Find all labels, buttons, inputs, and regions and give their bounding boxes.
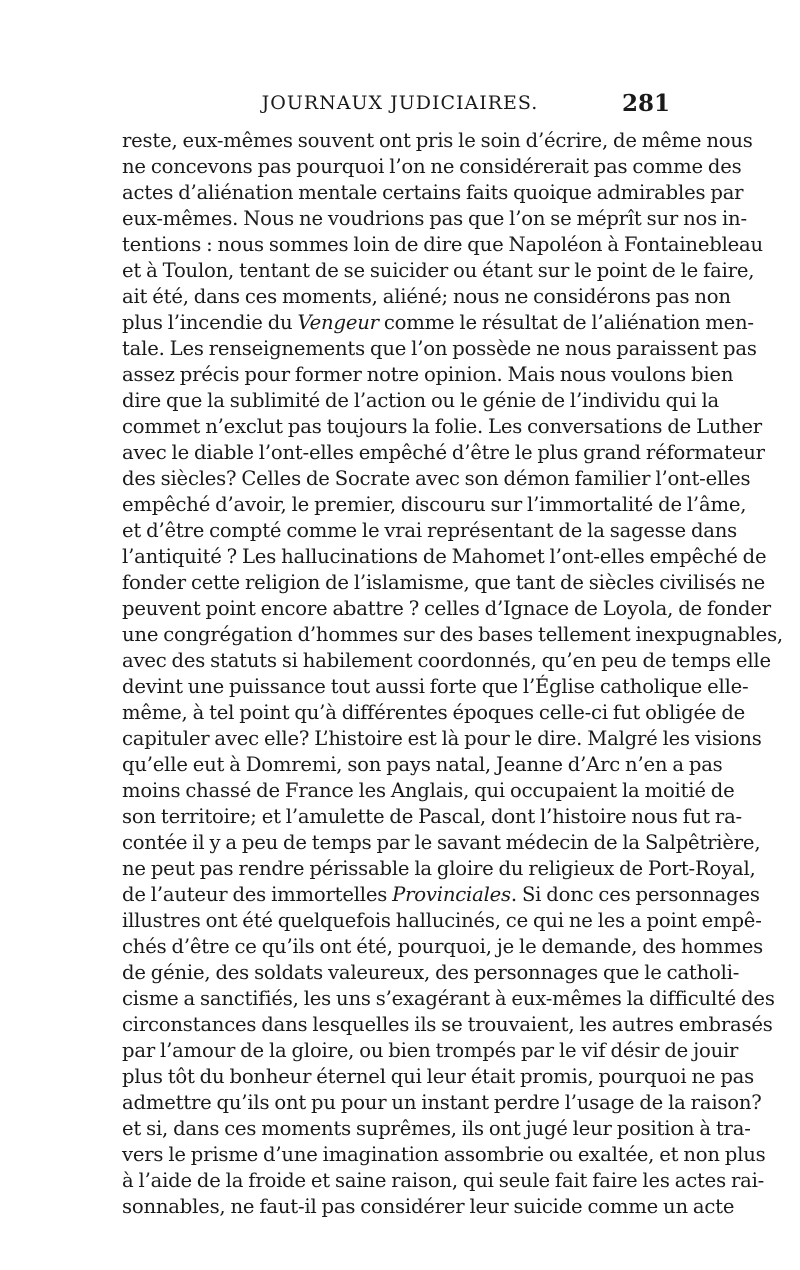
- text-line: plus l’incendie du Vengeur comme le résultat de l’aliénation men-: [122, 311, 754, 334]
- text-line: capituler avec elle? L’histoire est là pour le dire. Malgré les visions: [122, 727, 762, 750]
- text-line: tale. Les renseignements que l’on possède ne nous paraissent pas: [122, 337, 757, 360]
- text-line: admettre qu’ils ont pu pour un instant perdre l’usage de la raison?: [122, 1091, 762, 1114]
- text-line: reste, eux-mêmes souvent ont pris le soin d’écrire, de même nous: [122, 129, 753, 152]
- text-line: l’antiquité ? Les hallucinations de Mahomet l’ont-elles empêché de: [122, 545, 767, 568]
- text-line: cisme a sanctifiés, les uns s’exagérant à eux-mêmes la difficulté des: [122, 987, 775, 1010]
- text-line: tentions : nous sommes loin de dire que Napoléon à Fontainebleau: [122, 233, 763, 256]
- text-line: empêché d’avoir, le premier, discouru sur l’immortalité de l’âme,: [122, 493, 747, 516]
- text-line: avec le diable l’ont-elles empêché d’être le plus grand réformateur: [122, 441, 765, 464]
- text-line: de génie, des soldats valeureux, des personnages que le catholi-: [122, 961, 740, 984]
- body-text: [122, 128, 783, 1220]
- italic-word: Vengeur: [297, 311, 379, 334]
- italic-word: Provinciales: [392, 883, 511, 906]
- text-line: à l’aide de la froide et saine raison, qui seule fait faire les actes rai-: [122, 1169, 765, 1192]
- text-line: illustres ont été quelquefois hallucinés, ce qui ne les a point empê-: [122, 909, 762, 932]
- text-line: chés d’être ce qu’ils ont été, pourquoi, je le demande, des hommes: [122, 935, 764, 958]
- text-line: assez précis pour former notre opinion. Mais nous voulons bien: [122, 363, 734, 386]
- text-line: et si, dans ces moments suprêmes, ils ont jugé leur position à tra-: [122, 1117, 751, 1140]
- running-head: [120, 92, 680, 122]
- text-line: peuvent point encore abattre ? celles d’Ignace de Loyola, de fonder: [122, 597, 771, 620]
- text-line: par l’amour de la gloire, ou bien trompés par le vif désir de jouir: [122, 1039, 739, 1062]
- text-line: et d’être compté comme le vrai représentant de la sagesse dans: [122, 519, 738, 542]
- text-line: circonstances dans lesquelles ils se trouvaient, les autres embrasés: [122, 1013, 773, 1036]
- text-line: contée il y a peu de temps par le savant médecin de la Salpêtrière,: [122, 831, 761, 854]
- text-line: eux-mêmes. Nous ne voudrions pas que l’on se méprît sur nos in-: [122, 207, 747, 230]
- text-line: qu’elle eut à Domremi, son pays natal, Jeanne d’Arc n’en a pas: [122, 753, 723, 776]
- text-line: devint une puissance tout aussi forte que l’Église catholique elle-: [122, 675, 749, 698]
- text-line: fonder cette religion de l’islamisme, que tant de siècles civilisés ne: [122, 571, 766, 594]
- text-line: de l’auteur des immortelles Provinciales. Si donc ces personnages: [122, 883, 760, 906]
- text-line: ne peut pas rendre périssable la gloire du religieux de Port-Royal,: [122, 857, 756, 880]
- text-line: plus tôt du bonheur éternel qui leur était promis, pourquoi ne pas: [122, 1065, 755, 1088]
- text-line: une congrégation d’hommes sur des bases tellement inexpugnables,: [122, 623, 783, 646]
- text-line: ne concevons pas pourquoi l’on ne considérerait pas comme des: [122, 155, 742, 178]
- page-number: 281: [621, 90, 670, 117]
- text-line: actes d’aliénation mentale certains faits quoique admirables par: [122, 181, 744, 204]
- text-line: commet n’exclut pas toujours la folie. Les conversations de Luther: [122, 415, 762, 438]
- text-line: avec des statuts si habilement coordonnés, qu’en peu de temps elle: [122, 649, 771, 672]
- text-line: même, à tel point qu’à différentes époques celle-ci fut obligée de: [122, 701, 746, 724]
- text-line: dire que la sublimité de l’action ou le génie de l’individu qui la: [122, 389, 720, 412]
- text-line: et à Toulon, tentant de se suicider ou étant sur le point de le faire,: [122, 259, 755, 282]
- text-line: moins chassé de France les Anglais, qui occupaient la moitié de: [122, 779, 735, 802]
- running-title: JOURNAUX JUDICIAIRES.: [261, 92, 539, 114]
- text-line: vers le prisme d’une imagination assombrie ou exaltée, et non plus: [122, 1143, 766, 1166]
- text-line: sonnables, ne faut-il pas considérer leur suicide comme un acte: [122, 1195, 735, 1218]
- text-line: des siècles? Celles de Socrate avec son démon familier l’ont-elles: [122, 467, 751, 490]
- text-line: son territoire; et l’amulette de Pascal, dont l’histoire nous fut ra-: [122, 805, 742, 828]
- text-line: ait été, dans ces moments, aliéné; nous ne considérons pas non: [122, 285, 731, 308]
